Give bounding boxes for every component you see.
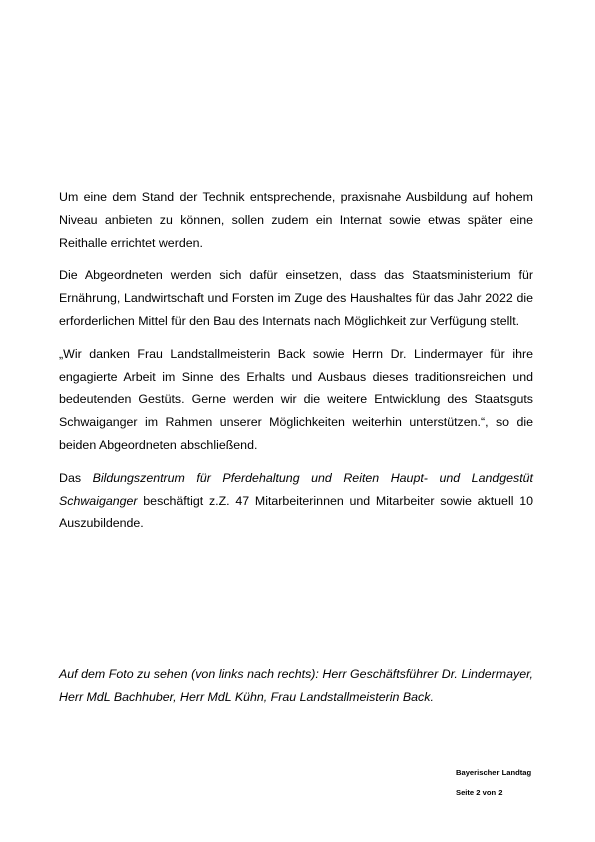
photo-caption: Auf dem Foto zu sehen (von links nach rechts): Herr Geschäftsführer Dr. Lindermayer, Herr MdL Bachhuber, Herr MdL Kühn, Frau Landstallmeisterin Back. <box>59 667 533 704</box>
footer-page-number: Seite 2 von 2 <box>456 788 503 797</box>
paragraph-bildungszentrum <box>59 467 533 535</box>
paragraph-haushalt: Die Abgeordneten werden sich dafür einsetzen, dass das Staatsministerium für Ernährung, Landwirtschaft und Forsten im Zuge des Haushaltes für das Jahr 2022 die erforderlichen Mittel für den Bau des Internats nach Möglichkeit zur Verfügung stellt. <box>59 268 533 328</box>
paragraph-quote: „Wir danken Frau Landstallmeisterin Back sowie Herrn Dr. Lindermayer für ihre engagierte Arbeit im Sinne des Erhalts und Ausbaus dieses traditionsreichen und bedeutenden Gestüts. Gerne werden wir die weitere Entwicklung des Staatsguts Schwaiganger im Rahmen unserer Möglichkeiten weiterhin unterstützen.“, so die beiden Abgeordneten abschließend. <box>59 346 533 452</box>
institution-name: Bildungszentrum für Pferdehaltung und Reiten Haupt- und Landgestüt Schwaiganger <box>59 470 533 508</box>
footer-organization: Bayerischer Landtag <box>456 768 532 777</box>
paragraph-lead: Das <box>59 470 93 485</box>
body-text <box>59 186 533 545</box>
paragraph-internat: Um eine dem Stand der Technik entsprechende, praxisnahe Ausbildung auf hohem Niveau anbieten zu können, sollen zudem ein Internat sowie etwas später eine Reithalle errichtet werden. <box>59 190 533 250</box>
paragraph-rest: beschäftigt z.Z. 47 Mitarbeiterinnen und Mitarbeiter sowie aktuell 10 Auszubildende. <box>59 493 533 531</box>
